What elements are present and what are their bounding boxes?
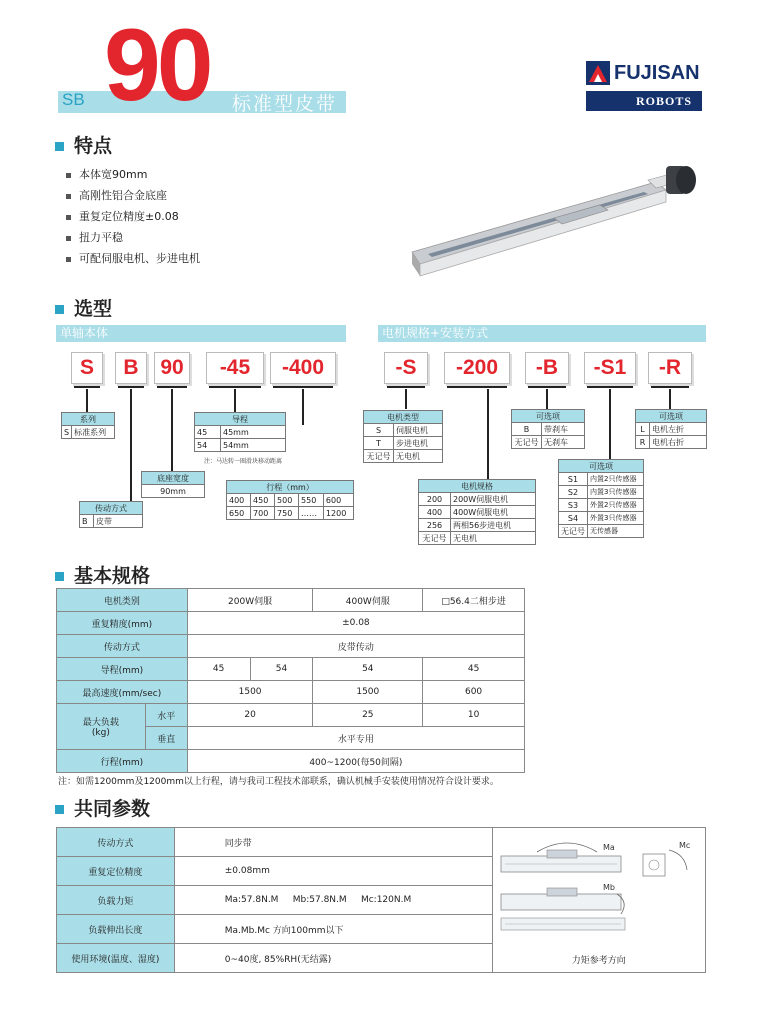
connector-line: [405, 389, 407, 409]
table-cell: 256: [419, 519, 451, 532]
spec-label: 行程(mm): [57, 750, 188, 773]
table-cell: 600: [323, 494, 353, 507]
bullet-icon: [66, 236, 71, 241]
table-cell: S: [364, 424, 394, 437]
code-box: [648, 352, 692, 384]
spec-label: 传动方式: [57, 635, 188, 658]
moment-diagram-cell: [492, 828, 705, 973]
connector-line: [546, 389, 548, 409]
spec-cell: 皮带传动: [187, 635, 524, 658]
spec-cell: 54: [250, 658, 313, 681]
table-cell: 550: [299, 494, 324, 507]
table-cell: 皮带: [94, 515, 143, 528]
common-label: 负载伸出长度: [57, 915, 175, 944]
feature-item: [66, 229, 123, 245]
table-cell: S: [62, 426, 72, 439]
code-box: [444, 352, 510, 384]
common-value: ±0.08mm: [174, 857, 492, 886]
moment-label-mb: Mb: [602, 883, 615, 892]
table-cell: 伺服电机: [394, 424, 443, 437]
code-box: [584, 352, 636, 384]
model-number: 90: [104, 8, 210, 122]
spec-label: 最高速度(mm/sec): [57, 681, 188, 704]
spec-cell: 20: [187, 704, 313, 727]
table-cell: 标准系列: [72, 426, 115, 439]
series-table: [61, 412, 115, 439]
spec-cell: 45: [187, 658, 250, 681]
motor-type-table: [363, 410, 443, 463]
spec-cell: 400W伺服: [313, 589, 423, 612]
table-cell: 无传感器: [588, 525, 644, 538]
table-header: 电机类型: [364, 411, 443, 424]
table-cell: S3: [559, 499, 588, 512]
table-cell: B: [80, 515, 94, 528]
common-heading: [55, 794, 150, 821]
table-cell: 450: [251, 494, 275, 507]
common-label: 使用环境(温度、湿度): [57, 944, 175, 973]
code-box: [206, 352, 264, 384]
table-cell: 90mm: [142, 485, 205, 498]
feature-text: 重复定位精度±0.08: [79, 210, 179, 223]
common-value: 同步带: [174, 828, 492, 857]
spec-cell: □56.4二相步进: [423, 589, 525, 612]
spec-label: 导程(mm): [57, 658, 188, 681]
brake-option-table: [511, 409, 585, 449]
table-cell: 1200: [323, 507, 353, 520]
spec-label: (kg): [91, 728, 110, 738]
code-box: [525, 352, 569, 384]
table-cell: 无记号: [559, 525, 588, 538]
feature-item: [66, 166, 147, 182]
connector-line: [669, 389, 671, 409]
code-text: -200: [455, 356, 499, 379]
spec-title: 基本规格: [74, 565, 151, 587]
code-text: B: [123, 356, 139, 379]
connector-line: [302, 389, 304, 425]
table-cell: B: [512, 423, 542, 436]
table-header: 行程（mm）: [227, 481, 354, 494]
code-box: [154, 352, 190, 384]
spec-cell: 45: [423, 658, 525, 681]
feature-text: 本体宽90mm: [79, 168, 148, 181]
bullet-square-icon: [55, 805, 64, 814]
table-cell: S1: [559, 473, 588, 486]
code-box: [71, 352, 103, 384]
table-header: 可选项: [559, 460, 644, 473]
selection-heading: [55, 294, 112, 321]
common-table: [56, 827, 706, 973]
common-label: 重复定位精度: [57, 857, 175, 886]
code-text: -B: [535, 356, 559, 379]
motor-spec-table: [418, 479, 536, 545]
code-text: 90: [160, 356, 184, 379]
page-subtitle: 标准型皮带: [232, 93, 338, 115]
spec-cell: 1500: [313, 681, 423, 704]
bullet-square-icon: [55, 142, 64, 151]
table-cell: 两相56步进电机: [451, 519, 536, 532]
table-cell: 45mm: [221, 426, 286, 439]
connector-line: [234, 389, 236, 413]
spec-note: 注：如需1200mm及1200mm以上行程，请与我司工程技术部联系，确认机械手安装使用情况符合设计要求。: [58, 777, 499, 787]
drive-table: [79, 501, 143, 528]
spec-cell: 600: [423, 681, 525, 704]
table-cell: 电机右折: [650, 436, 707, 449]
lead-note: 注：马达转一圈滑块移动距离: [204, 458, 283, 465]
common-title: 共同参数: [74, 798, 151, 820]
table-cell: 400W伺服电机: [451, 506, 536, 519]
common-label: 传动方式: [57, 828, 175, 857]
code-text: -45: [219, 356, 251, 379]
spec-label: 水平: [145, 704, 187, 727]
table-cell: 54: [195, 439, 221, 452]
table-cell: 内置3只传感器: [588, 486, 644, 499]
table-cell: 无电机: [394, 450, 443, 463]
connector-line: [487, 389, 489, 479]
spec-label: 重复精度(mm): [57, 612, 188, 635]
bullet-icon: [66, 257, 71, 262]
bullet-icon: [66, 194, 71, 199]
table-cell: S2: [559, 486, 588, 499]
table-cell: 无记号: [364, 450, 394, 463]
sensor-option-table: [558, 459, 644, 538]
spec-cell: 25: [313, 704, 423, 727]
motor-bar: 电机规格+安装方式: [378, 325, 706, 342]
spec-label: 垂直: [145, 727, 187, 750]
code-text: -R: [658, 356, 682, 379]
common-value: 0~40度, 85%RH(无结露): [174, 944, 492, 973]
base-width-table: [141, 471, 205, 498]
bullet-square-icon: [55, 572, 64, 581]
code-box: [384, 352, 428, 384]
feature-text: 高刚性铝合金底座: [79, 189, 167, 202]
connector-line: [609, 389, 611, 459]
table-cell: T: [364, 437, 394, 450]
moment-diagram: [497, 832, 703, 950]
common-label: 负载力矩: [57, 886, 175, 915]
table-header: 可选项: [636, 410, 707, 423]
code-text: -S: [395, 356, 417, 379]
table-cell: 500: [275, 494, 299, 507]
series-prefix: SB: [62, 90, 85, 109]
bullet-square-icon: [55, 305, 64, 314]
table-cell: 外置3只传感器: [588, 512, 644, 525]
spec-label: 电机类别: [57, 589, 188, 612]
feature-item: [66, 250, 200, 266]
table-cell: 电机左折: [650, 423, 707, 436]
table-cell: 无记号: [512, 436, 542, 449]
features-heading: [55, 131, 112, 158]
fujisan-logo-icon: [586, 61, 610, 85]
spec-table: [56, 588, 525, 773]
code-text: -S1: [593, 356, 627, 379]
feature-text: 可配伺服电机、步进电机: [79, 252, 200, 265]
table-cell: 200: [419, 493, 451, 506]
spec-cell: 400~1200(每50间隔): [187, 750, 524, 773]
code-text: S: [79, 356, 94, 379]
fold-option-table: [635, 409, 707, 449]
feature-item: [66, 208, 179, 224]
table-cell: 带刹车: [542, 423, 585, 436]
lead-table: [194, 412, 286, 452]
selection-title: 选型: [74, 298, 113, 320]
connector-line: [130, 389, 132, 501]
connector-line: [86, 389, 88, 413]
table-cell: 步进电机: [394, 437, 443, 450]
table-cell: 400: [419, 506, 451, 519]
brand-tag: ROBOTS: [586, 91, 702, 111]
table-cell: 400: [227, 494, 251, 507]
table-cell: S4: [559, 512, 588, 525]
spec-cell: 1500: [187, 681, 313, 704]
stroke-table: [226, 480, 354, 520]
table-cell: 750: [275, 507, 299, 520]
diagram-caption: 力矩参考方向: [571, 956, 626, 966]
code-box: [115, 352, 147, 384]
max-load-label: [57, 704, 146, 750]
common-value: Ma.Mb.Mc 方向100mm以下: [174, 915, 492, 944]
table-cell: 45: [195, 426, 221, 439]
spec-cell: 54: [313, 658, 423, 681]
table-cell: ……: [299, 507, 324, 520]
spec-cell: 10: [423, 704, 525, 727]
spec-heading: [55, 561, 150, 588]
code-box: [270, 352, 336, 384]
table-cell: 54mm: [221, 439, 286, 452]
spec-cell: 水平专用: [187, 727, 524, 750]
common-value: Ma:57.8N.M Mb:57.8N.M Mc:120N.M: [174, 886, 492, 915]
table-header: 传动方式: [80, 502, 143, 515]
table-cell: 内置2只传感器: [588, 473, 644, 486]
feature-text: 扭力平稳: [79, 231, 123, 244]
table-cell: 200W伺服电机: [451, 493, 536, 506]
table-header: 可选项: [512, 410, 585, 423]
spec-label: 最大负载: [82, 718, 119, 728]
brand-name: FUJISAN: [614, 62, 700, 84]
moment-label-mc: Mc: [678, 841, 690, 850]
linear-module-product-image: [404, 160, 704, 280]
table-cell: 无电机: [451, 532, 536, 545]
features-title: 特点: [74, 135, 113, 157]
table-cell: 无刹车: [542, 436, 585, 449]
spec-cell: ±0.08: [187, 612, 524, 635]
moment-label-ma: Ma: [602, 843, 615, 852]
connector-line: [171, 389, 173, 471]
table-cell: R: [636, 436, 650, 449]
body-bar: 单轴本体: [56, 325, 346, 342]
table-header: 底座宽度: [142, 472, 205, 485]
table-cell: 外置2只传感器: [588, 499, 644, 512]
bullet-icon: [66, 215, 71, 220]
table-cell: 无记号: [419, 532, 451, 545]
table-header: 系列: [62, 413, 115, 426]
table-header: 导程: [195, 413, 286, 426]
code-text: -400: [281, 356, 325, 379]
feature-item: [66, 187, 167, 203]
spec-cell: 200W伺服: [187, 589, 313, 612]
table-cell: L: [636, 423, 650, 436]
bullet-icon: [66, 173, 71, 178]
table-cell: 650: [227, 507, 251, 520]
table-header: 电机规格: [419, 480, 536, 493]
table-cell: 700: [251, 507, 275, 520]
